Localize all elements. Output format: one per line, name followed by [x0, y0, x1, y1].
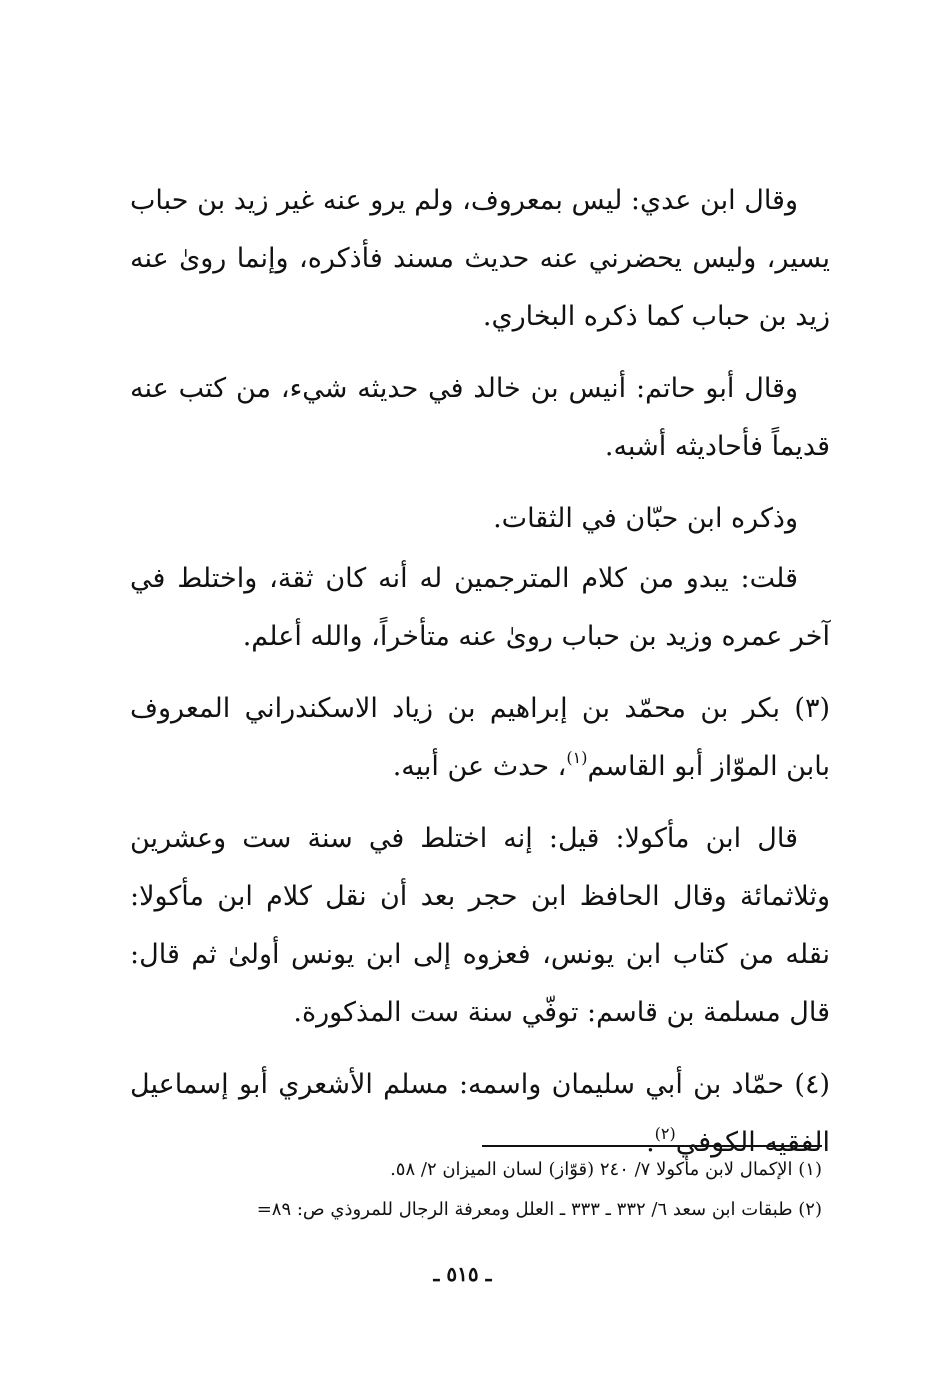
entry-4-tail: .: [646, 1127, 655, 1158]
footnote-divider: [482, 1145, 822, 1147]
footnotes: [100, 1150, 822, 1230]
footnote-1: (١) الإكمال لابن مأكولا ٧/ ٢٤٠ (قوّاز) لسان الميزان ٢/ ٥٨.: [390, 1159, 822, 1180]
page-number: ـ ٥١٥ ـ: [433, 1262, 492, 1286]
footnote-ref-1: (١): [566, 748, 588, 767]
entry-4-text: (٤) حمّاد بن أبي سليمان واسمه: مسلم الأشعري أبو إسماعيل الفقيه الكوفي: [130, 1069, 830, 1158]
paragraph-ibn-adi: وقال ابن عدي: ليس بمعروف، ولم يرو عنه غير زيد بن حباب يسير، وليس يحضرني عنه حديث مسند فأذكره، وإنما روىٰ عنه زيد بن حباب كما ذكره البخاري.: [130, 185, 830, 332]
paragraph-ibn-makula: قال ابن مأكولا: قيل: إنه اختلط في سنة ست وعشرين وثلاثمائة وقال الحافظ ابن حجر بعد أن نقل كلام ابن مأكولا: نقله من كتاب ابن يونس، فعزوه إلى ابن يونس أولىٰ ثم قال: قال مسلمة بن قاسم: توفّي سنة ست المذكورة.: [130, 823, 830, 1028]
entry-3-text: (٣) بكر بن محمّد بن إبراهيم بن زياد الاسكندراني المعروف بابن الموّاز أبو القاسم: [130, 693, 830, 782]
paragraph-qultu: قلت: يبدو من كلام المترجمين له أنه كان ثقة، واختلط في آخر عمره وزيد بن حباب روىٰ عنه متأخراً، والله أعلم.: [130, 563, 830, 652]
paragraph-abu-hatim: وقال أبو حاتم: أنيس بن خالد في حديثه شيء، من كتب عنه قديماً فأحاديثه أشبه.: [130, 373, 830, 462]
main-text: [130, 172, 830, 1186]
footnote-2: (٢) طبقات ابن سعد ٦/ ٣٣٢ ـ ٣٣٣ ـ العلل ومعرفة الرجال للمروذي ص: ٨٩=: [256, 1199, 822, 1220]
paragraph-ibn-hibban: وذكره ابن حبّان في الثقات.: [493, 503, 798, 534]
footnote-ref-2: (٢): [654, 1124, 676, 1143]
entry-3-bakr: [130, 680, 830, 796]
entry-3-tail: ، حدث عن أبيه.: [392, 751, 567, 782]
